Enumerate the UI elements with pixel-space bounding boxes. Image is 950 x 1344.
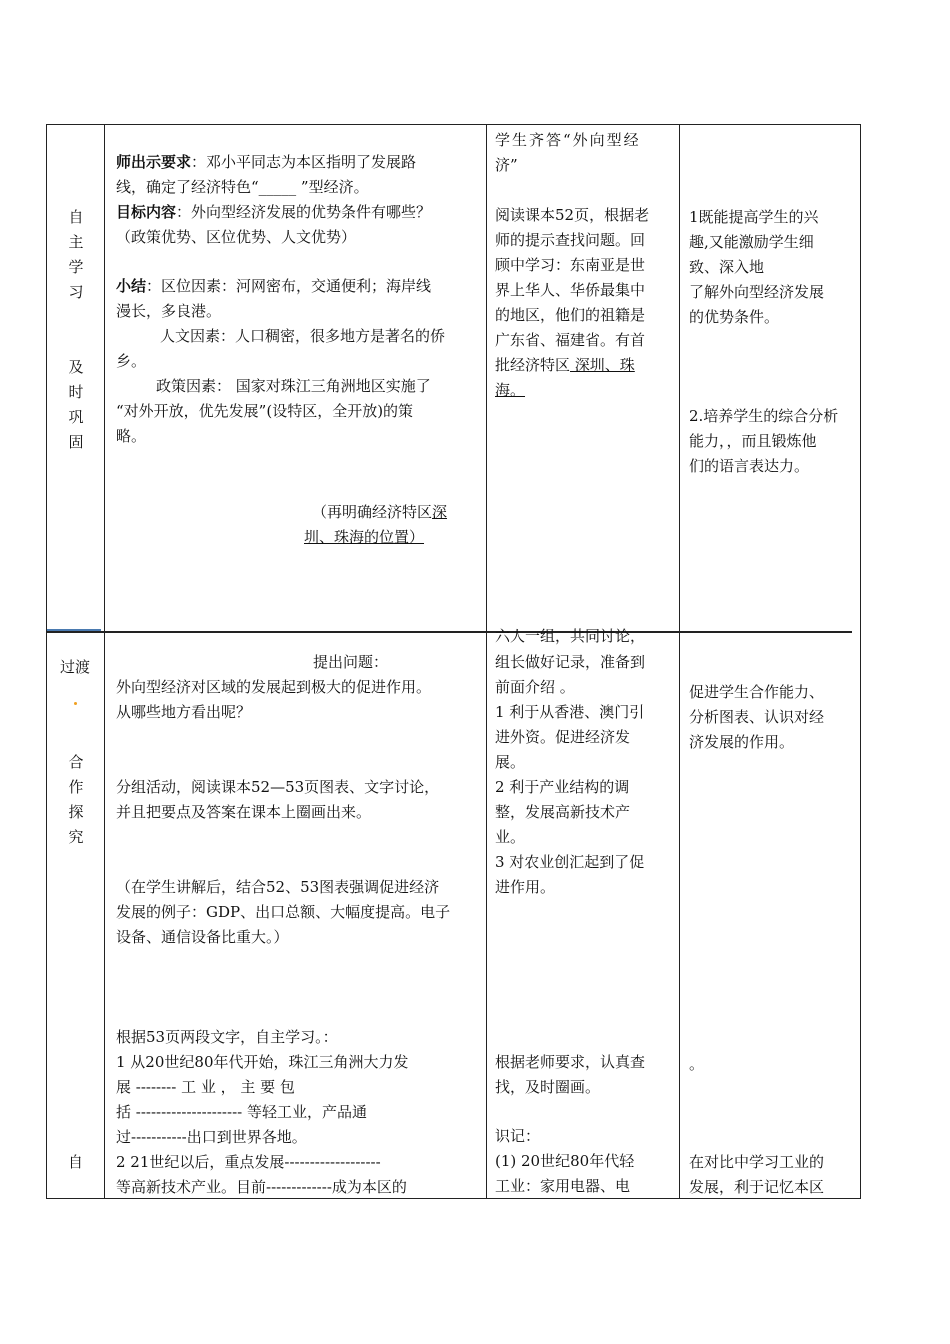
s2c4-m2: 在对比中学习工业的 [689, 1153, 825, 1171]
s1c4-l5: 的优势条件。 [689, 308, 780, 326]
label-char: 学 [68, 258, 84, 276]
s2c3-l1: 六人一组，共同讨论， [495, 627, 646, 645]
section2-label-top: 过渡 [60, 658, 91, 676]
table-border-right [860, 124, 861, 1199]
s2c3-l11: 进作用。 [495, 878, 556, 896]
s2c4-l1: 促进学生合作能力、 [689, 683, 825, 701]
teacher-requirement [116, 150, 416, 175]
s1c3-l2: 济” [495, 156, 518, 174]
question-line1: 外向型经济对区域的发展起到极大的促进作用。 [116, 678, 432, 696]
s1c3-l7: 的地区，他们的祖籍是 [495, 306, 646, 324]
s1c4-l2: 趣,又能激励学生细 [689, 233, 814, 251]
label-char: 探 [68, 803, 84, 821]
s2c3-m4: (1) 20世纪80年代轻 [495, 1152, 635, 1170]
s1c3-l6: 界上华人、华侨最集中 [495, 281, 646, 299]
label-char: 时 [68, 383, 84, 401]
self-study-line5: 过-----------出口到世界各地。 [116, 1128, 307, 1146]
s2c3-l6: 展。 [495, 753, 526, 771]
label-char: 巩 [68, 408, 84, 426]
s2c3-l2: 组长做好记录，准备到 [495, 653, 646, 671]
req-text: ：邓小平同志为本区指明了发展路 [191, 153, 417, 171]
emphasis-line2: 发展的例子：GDP、出口总额、大幅度提高。电子 [116, 903, 451, 921]
s1c3-l1: 学生齐答“外向型经 [495, 131, 641, 149]
s2c3-l9: 业。 [495, 828, 526, 846]
table-col-divider-1 [104, 124, 105, 1199]
reconfirm-a: （再明确经济特区 [312, 503, 433, 521]
s2c3-l8: 整，发展高新技术产 [495, 803, 631, 821]
self-study-line7: 等高新技术产业。目前-------------成为本区的 [116, 1178, 407, 1196]
section1-label [66, 205, 86, 455]
table-row-divider [46, 631, 852, 633]
label-char: 究 [68, 828, 84, 846]
target-text: ：外向型经济发展的优势条件有哪些？ [176, 203, 432, 221]
s1c4-l1: 1既能提高学生的兴 [689, 208, 819, 226]
s2c3-m3: 识记： [495, 1127, 541, 1145]
s1c3-l10: 海。 [495, 381, 526, 399]
s1c3-l8: 广东省、福建省。有首 [495, 331, 646, 349]
summary-line2: 漫长，多良港。 [116, 302, 222, 320]
label-char: 主 [68, 233, 84, 251]
human-factor-line2: 乡。 [116, 352, 147, 370]
s2c3-l7: 2 利于产业结构的调 [495, 778, 630, 796]
summary-text: ：区位因素：河网密布，交通便利；海岸线 [146, 277, 432, 295]
section2-label [66, 750, 86, 850]
emphasis-line1: （在学生讲解后，结合52、53图表强调促进经济 [116, 878, 440, 896]
table-col-divider-2 [486, 124, 487, 1199]
group-line1: 分组活动，阅读课本52—53页图表、文字讨论， [116, 778, 440, 796]
s1c3-l9a: 批经济特区 [495, 356, 571, 374]
label-char: 固 [68, 433, 84, 451]
s2c3-m1: 根据老师要求，认真查 [495, 1053, 646, 1071]
req-title: 师出示要求 [116, 153, 192, 171]
question-title: 提出问题： [313, 653, 389, 671]
s2c4-m3: 发展，利于记忆本区 [689, 1178, 825, 1196]
question-line2: 从哪些地方看出呢？ [116, 703, 252, 721]
reconfirm-b: 深 [432, 503, 448, 521]
s1c3-l9 [495, 353, 635, 378]
policy-factor-line3: 略。 [116, 427, 147, 445]
target-content [116, 200, 431, 225]
s2c3-l3: 前面介绍 。 [495, 678, 575, 696]
s1c3-l4: 师的提示查找问题。回 [495, 231, 646, 249]
table-col-divider-3 [679, 124, 680, 1199]
section3-label: 自 [68, 1153, 84, 1171]
label-char: 自 [68, 208, 84, 226]
policy-factor-line2: “对外开放，优先发展”(设特区，全开放)的策 [116, 402, 414, 420]
s2c3-l4: 1 利于从香港、澳门引 [495, 703, 645, 721]
reconfirm-line2: 圳、珠海的位置） [304, 528, 425, 546]
table-top-border [46, 124, 861, 125]
reconfirm-zone [312, 500, 447, 525]
s1c4-l3: 致、深入地 [689, 258, 765, 276]
s2c3-l5: 进外资。促进经济发 [495, 728, 631, 746]
summary [116, 274, 431, 299]
policy-factor-line1: 政策因素： 国家对珠江三角洲地区实施了 [156, 377, 431, 395]
s1c3-l9b: 深圳、珠 [570, 356, 635, 374]
summary-title: 小结 [116, 277, 147, 295]
group-line2: 并且把要点及答案在课本上圈画出来。 [116, 803, 372, 821]
s1c4-l8: 们的语言表达力。 [689, 457, 810, 475]
req-line2: 线，确定了经济特色“_____ ”型经济。 [116, 178, 369, 196]
self-study-line1: 根据53页两段文字，自主学习。： [116, 1028, 338, 1046]
s2c4-m1: 。 [689, 1055, 705, 1073]
self-study-line6: 2 21世纪以后，重点发展------------------- [116, 1153, 381, 1171]
table-row-divider-accent [46, 629, 101, 631]
s1c4-l6: 2.培养学生的综合分析 [689, 407, 839, 425]
human-factor-line1: 人文因素：人口稠密，很多地方是著名的侨 [160, 327, 446, 345]
table-border-left [46, 124, 47, 1199]
s2c3-m5: 工业：家用电器、电 [495, 1177, 631, 1195]
s1c3-l5: 顾中学习：东南亚是世 [495, 256, 646, 274]
s1c4-l4: 了解外向型经济发展 [689, 283, 825, 301]
decorative-dot [74, 702, 77, 705]
target-line2: （政策优势、区位优势、人文优势） [116, 228, 357, 246]
s1c4-l7: 能力，，而且锻炼他 [689, 432, 817, 450]
s2c3-m2: 找，及时圈画。 [495, 1078, 601, 1096]
self-study-line3: 展 -------- 工 业 ， 主 要 包 [116, 1078, 295, 1096]
label-char: 合 [68, 753, 84, 771]
s2c4-l2: 分析图表、认识对经 [689, 708, 825, 726]
target-title: 目标内容 [116, 203, 177, 221]
label-char: 习 [68, 283, 84, 301]
emphasis-line3: 设备、通信设备比重大。） [116, 928, 289, 946]
label-char: 及 [68, 358, 84, 376]
s2c3-l10: 3 对农业创汇起到了促 [495, 853, 645, 871]
label-char: 作 [68, 778, 84, 796]
self-study-line4: 括 --------------------- 等轻工业，产品通 [116, 1103, 367, 1121]
s1c3-l3: 阅读课本52页，根据老 [495, 206, 650, 224]
s2c4-l3: 济发展的作用。 [689, 733, 795, 751]
self-study-line2: 1 从20世纪80年代开始，珠江三角洲大力发 [116, 1053, 409, 1071]
